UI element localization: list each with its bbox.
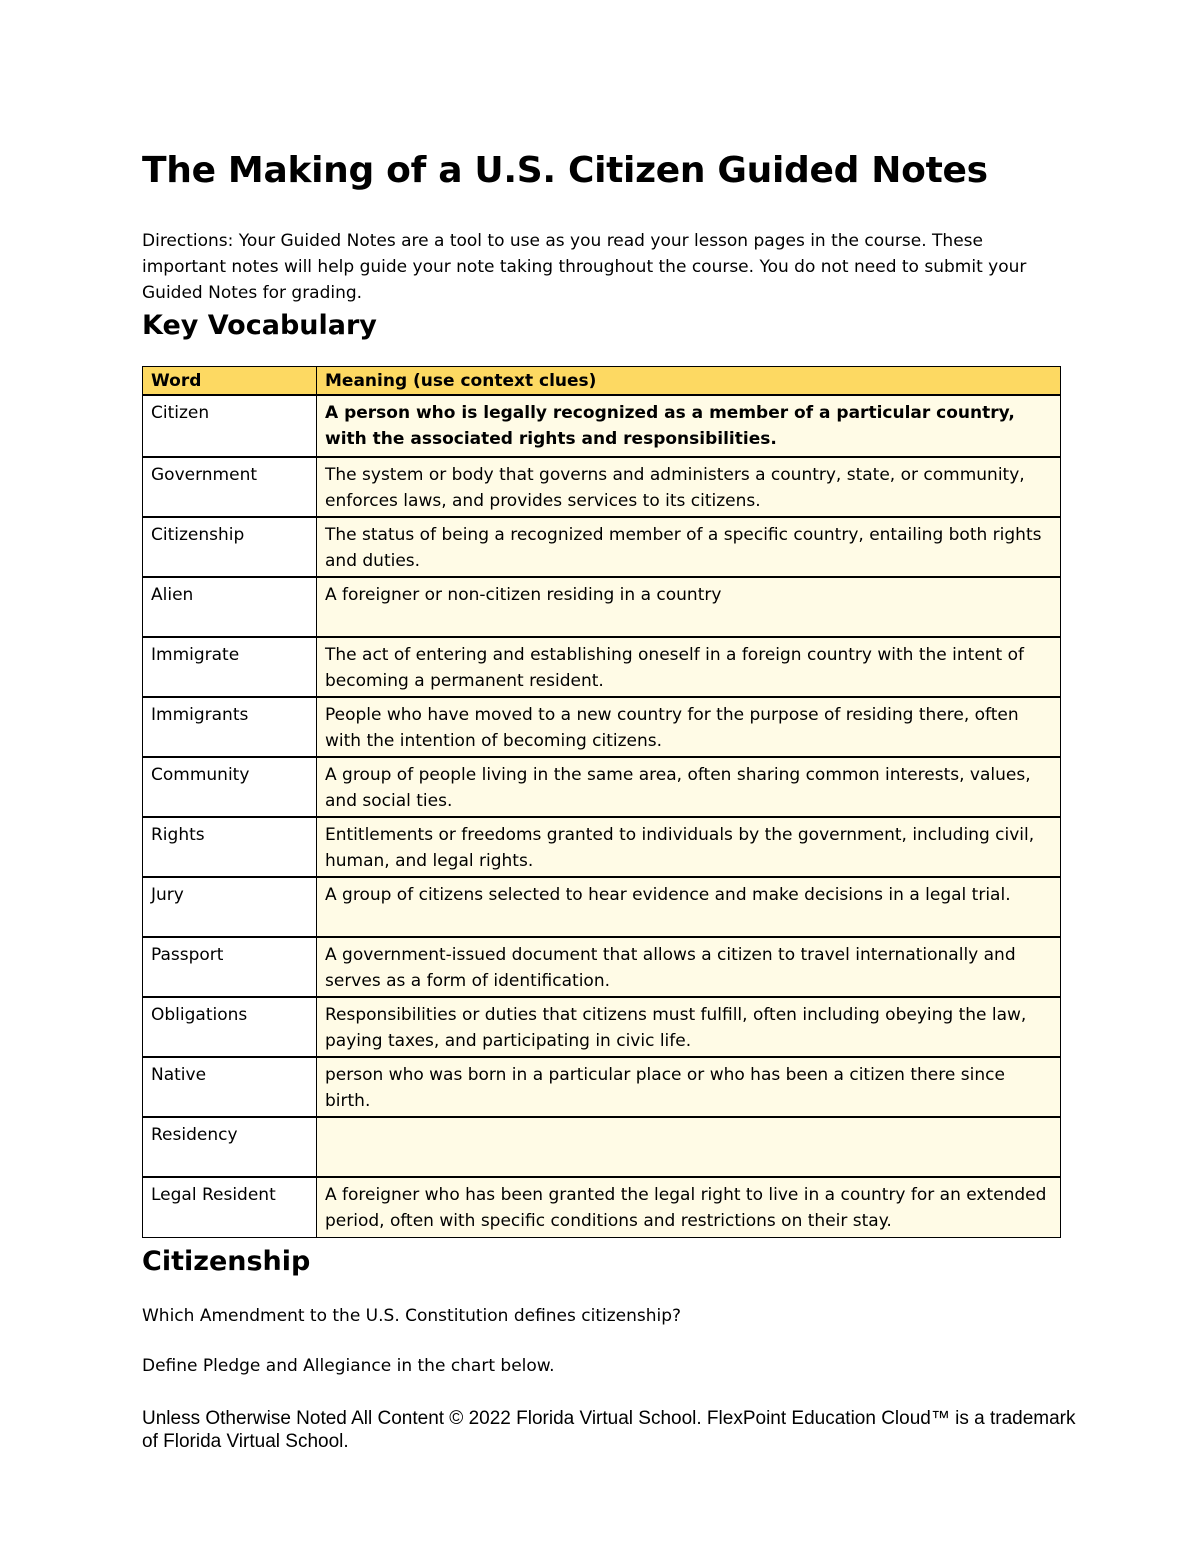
table-row [143,1117,1061,1177]
vocab-meaning-field[interactable]: person who was born in a particular place or who has been a citizen there since birth. [317,1057,1061,1117]
vocab-word: Jury [143,877,317,937]
table-header-row [143,367,1061,396]
vocab-meaning-field[interactable]: Entitlements or freedoms granted to individuals by the government, including civil, human, and legal rights. [317,817,1061,877]
key-vocabulary-heading: Key Vocabulary [142,310,377,341]
table-row [143,637,1061,697]
table-row [143,577,1061,637]
vocab-word: Citizen [143,395,317,457]
vocab-meaning-field[interactable]: A person who is legally recognized as a member of a particular country, with the associated rights and responsibilities. [317,395,1061,457]
pledge-instruction: Define Pledge and Allegiance in the chart below. [142,1356,555,1376]
vocab-meaning-field[interactable]: The system or body that governs and administers a country, state, or community, enforces laws, and provides services to its citizens. [317,457,1061,517]
vocabulary-table [142,366,1061,1238]
vocab-meaning-field[interactable]: People who have moved to a new country for the purpose of residing there, often with the intention of becoming citizens. [317,697,1061,757]
table-row [143,1177,1061,1237]
table-row [143,1057,1061,1117]
column-header-word: Word [143,367,317,396]
vocab-word: Community [143,757,317,817]
vocab-word: Rights [143,817,317,877]
vocab-word: Citizenship [143,517,317,577]
page-title: The Making of a U.S. Citizen Guided Notes [142,150,988,191]
vocab-word: Obligations [143,997,317,1057]
table-row [143,697,1061,757]
table-row [143,817,1061,877]
table-row [143,457,1061,517]
vocab-meaning-field[interactable]: A foreigner who has been granted the legal right to live in a country for an extended period, often with specific conditions and restrictions on their stay. [317,1177,1061,1237]
vocab-word: Native [143,1057,317,1117]
copyright-footer: Unless Otherwise Noted All Content © 2022 Florida Virtual School. FlexPoint Education Cloud™ is a trademark of Florida Virtual School. [142,1408,1076,1452]
amendment-question: Which Amendment to the U.S. Constitution defines citizenship? [142,1306,682,1326]
vocab-meaning-field[interactable]: Responsibilities or duties that citizens must fulfill, often including obeying the law, paying taxes, and participating in civic life. [317,997,1061,1057]
citizenship-heading: Citizenship [142,1246,311,1277]
vocab-meaning-field[interactable]: The status of being a recognized member of a specific country, entailing both rights and duties. [317,517,1061,577]
vocab-word: Government [143,457,317,517]
column-header-meaning: Meaning (use context clues) [317,367,1061,396]
vocab-meaning-field[interactable]: The act of entering and establishing oneself in a foreign country with the intent of becoming a permanent resident. [317,637,1061,697]
vocab-meaning-field[interactable]: A group of people living in the same area, often sharing common interests, values, and social ties. [317,757,1061,817]
vocab-meaning-field[interactable]: A group of citizens selected to hear evidence and make decisions in a legal trial. [317,877,1061,937]
vocab-word: Immigrate [143,637,317,697]
table-row [143,877,1061,937]
table-row [143,757,1061,817]
vocab-word: Legal Resident [143,1177,317,1237]
table-row [143,395,1061,457]
table-row [143,937,1061,997]
directions-text: Directions: Your Guided Notes are a tool to use as you read your lesson pages in the course. These important notes will help guide your note taking throughout the course. You do not need to submit your Guided Notes for grading. [142,231,1027,303]
table-row [143,997,1061,1057]
table-row [143,517,1061,577]
vocab-word: Immigrants [143,697,317,757]
vocab-meaning-field[interactable] [317,1117,1061,1177]
vocab-meaning-field[interactable]: A foreigner or non-citizen residing in a country [317,577,1061,637]
vocab-word: Alien [143,577,317,637]
vocab-word: Passport [143,937,317,997]
vocab-meaning-field[interactable]: A government-issued document that allows a citizen to travel internationally and serves as a form of identification. [317,937,1061,997]
vocab-word: Residency [143,1117,317,1177]
